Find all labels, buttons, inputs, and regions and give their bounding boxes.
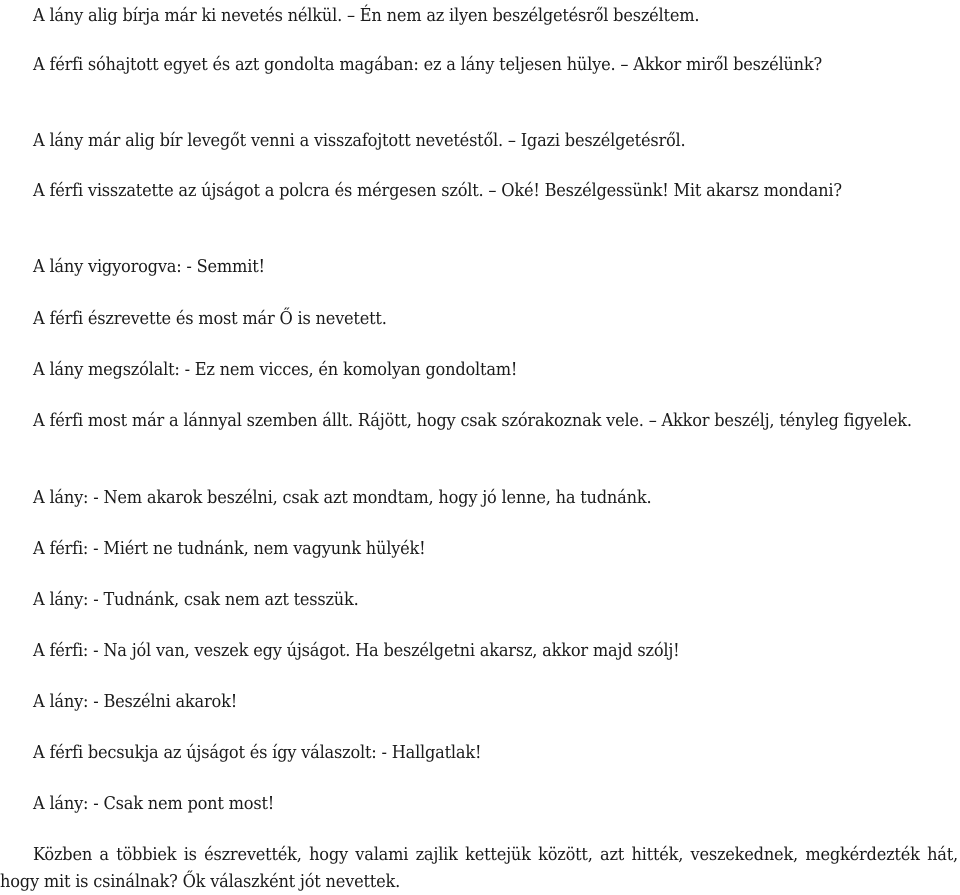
- paragraph-2: A férfi sóhajtott egyet és azt gondolta magában: ez a lány teljesen hülye. – Akkor miről beszélünk?: [33, 54, 822, 75]
- paragraph-9: A lány: - Nem akarok beszélni, csak azt mondtam, hogy jó lenne, ha tudnánk.: [33, 487, 652, 508]
- paragraph-6: A férfi észrevette és most már Ő is nevetett.: [33, 308, 387, 329]
- paragraph-7: A lány megszólalt: - Ez nem vicces, én komolyan gondoltam!: [33, 359, 518, 380]
- paragraph-1: A lány alig bírja már ki nevetés nélkül. – Én nem az ilyen beszélgetésről beszéltem.: [33, 5, 700, 26]
- paragraph-16: Közben a többiek is észrevették, hogy valami zajlik kettejük között, azt hitték, veszekednek, megkérdezték hát, hogy mit is csinálnak? Ők válaszként jót nevettek.: [0, 844, 958, 892]
- paragraph-5: A lány vigyorogva: - Semmit!: [33, 256, 265, 277]
- paragraph-3: A lány már alig bír levegőt venni a visszafojtott nevetéstől. – Igazi beszélgetésről.: [33, 130, 686, 151]
- paragraph-8: A férfi most már a lánnyal szemben állt. Rájött, hogy csak szórakoznak vele. – Akkor beszélj, tényleg figyelek.: [33, 410, 912, 431]
- paragraph-10: A férfi: - Miért ne tudnánk, nem vagyunk hülyék!: [33, 538, 426, 559]
- paragraph-12: A férfi: - Na jól van, veszek egy újságot. Ha beszélgetni akarsz, akkor majd szólj!: [33, 640, 680, 661]
- paragraph-11: A lány: - Tudnánk, csak nem azt tesszük.: [33, 589, 359, 610]
- paragraph-14: A férfi becsukja az újságot és így válaszolt: - Hallgatlak!: [33, 742, 482, 763]
- paragraph-13: A lány: - Beszélni akarok!: [33, 691, 237, 712]
- paragraph-15: A lány: - Csak nem pont most!: [33, 793, 275, 814]
- paragraph-4: A férfi visszatette az újságot a polcra és mérgesen szólt. – Oké! Beszélgessünk! Mit akarsz mondani?: [33, 180, 842, 201]
